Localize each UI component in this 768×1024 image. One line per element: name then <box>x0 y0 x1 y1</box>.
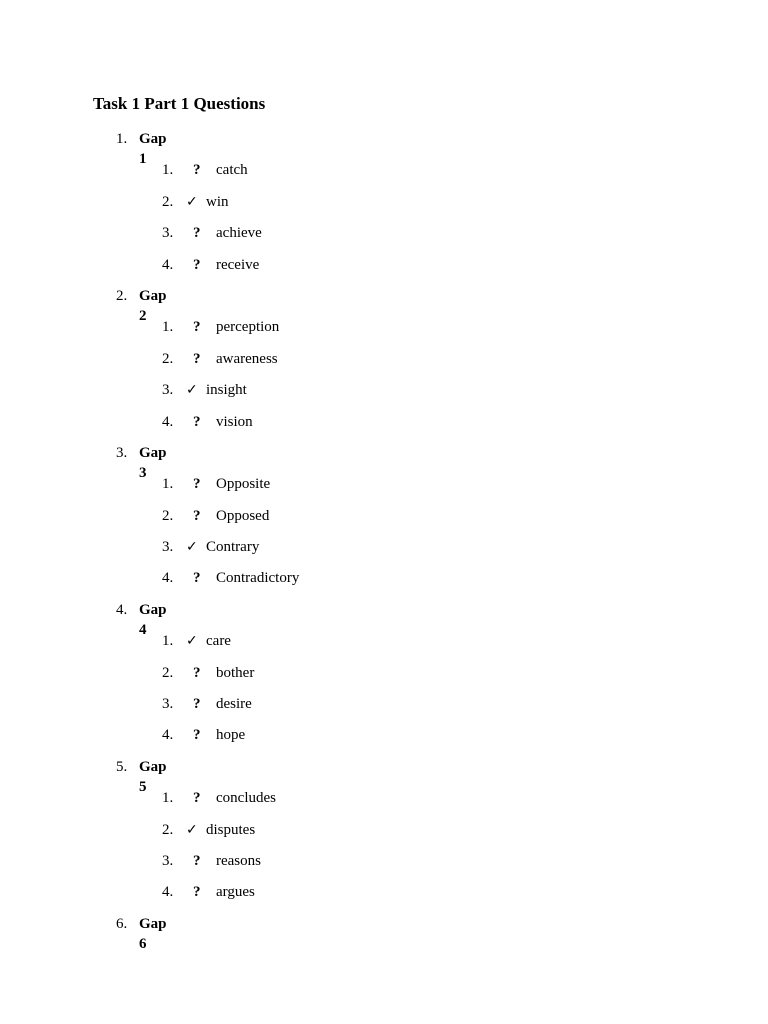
option-number: 3. <box>162 852 174 869</box>
option-text: perception <box>216 319 280 336</box>
question-mark-icon: ? <box>193 413 201 430</box>
page-title: Task 1 Part 1 Questions <box>93 94 266 113</box>
option-text: Contrary <box>206 539 260 556</box>
gap-number: 1. <box>116 131 128 147</box>
gap-number: 2. <box>116 287 128 304</box>
gap-label: Gap 5 <box>139 758 167 795</box>
gap-label: Gap 6 <box>139 915 167 952</box>
gap-number: 4. <box>116 601 128 618</box>
question-mark-icon: ? <box>193 696 201 713</box>
option-text: Contradictory <box>216 570 300 587</box>
option-number: 3. <box>162 696 174 713</box>
option-number: 2. <box>162 821 174 838</box>
option-number: 2. <box>162 350 174 367</box>
option-number: 2. <box>162 193 174 210</box>
option-number: 3. <box>162 225 174 242</box>
option-number: 4. <box>162 256 174 273</box>
option-text: desire <box>216 696 252 713</box>
gap-label: Gap 2 <box>139 287 167 324</box>
option-text: Opposite <box>216 476 271 493</box>
gap-label: Gap 3 <box>139 444 167 481</box>
question-mark-icon: ? <box>193 570 201 587</box>
option-text: awareness <box>216 350 278 367</box>
gap-label: Gap 4 <box>139 601 167 638</box>
option-text: argues <box>216 884 255 901</box>
option-number: 1. <box>162 790 174 807</box>
question-mark-icon: ? <box>193 790 201 807</box>
checkmark-icon: ✓ <box>186 821 198 838</box>
option-text: catch <box>216 162 248 179</box>
question-mark-icon: ? <box>193 350 201 367</box>
option-number: 4. <box>162 727 174 744</box>
question-mark-icon: ? <box>193 162 201 179</box>
gap-number: 3. <box>116 444 128 461</box>
option-text: bother <box>216 664 255 681</box>
question-mark-icon: ? <box>193 664 201 681</box>
gap-label: Gap 1 <box>139 131 167 167</box>
option-number: 1. <box>162 162 174 179</box>
option-number: 3. <box>162 382 174 399</box>
question-mark-icon: ? <box>193 727 201 744</box>
option-text: achieve <box>216 225 262 242</box>
question-mark-icon: ? <box>193 256 201 273</box>
option-number: 1. <box>162 476 174 493</box>
question-mark-icon: ? <box>193 852 201 869</box>
checkmark-icon: ✓ <box>186 633 198 650</box>
checkmark-icon: ✓ <box>186 382 198 399</box>
question-mark-icon: ? <box>193 319 201 336</box>
option-number: 2. <box>162 507 174 524</box>
option-number: 4. <box>162 413 174 430</box>
checkmark-icon: ✓ <box>186 539 198 556</box>
gap-number: 6. <box>116 915 128 932</box>
option-text: win <box>206 193 229 210</box>
option-text: care <box>206 633 231 650</box>
option-number: 1. <box>162 319 174 336</box>
option-number: 4. <box>162 884 174 901</box>
option-text: insight <box>206 382 247 399</box>
option-text: vision <box>216 413 253 430</box>
option-text: Opposed <box>216 507 270 524</box>
option-number: 3. <box>162 539 174 556</box>
option-number: 4. <box>162 570 174 587</box>
question-mark-icon: ? <box>193 476 201 493</box>
option-text: concludes <box>216 790 276 807</box>
question-mark-icon: ? <box>193 884 201 901</box>
gap-number: 5. <box>116 758 128 775</box>
question-mark-icon: ? <box>193 507 201 524</box>
question-mark-icon: ? <box>193 225 201 242</box>
option-text: disputes <box>206 821 256 838</box>
option-text: receive <box>216 256 260 273</box>
checkmark-icon: ✓ <box>186 193 198 210</box>
option-number: 1. <box>162 633 174 650</box>
option-text: hope <box>216 727 246 744</box>
option-number: 2. <box>162 664 174 681</box>
option-text: reasons <box>216 852 261 869</box>
